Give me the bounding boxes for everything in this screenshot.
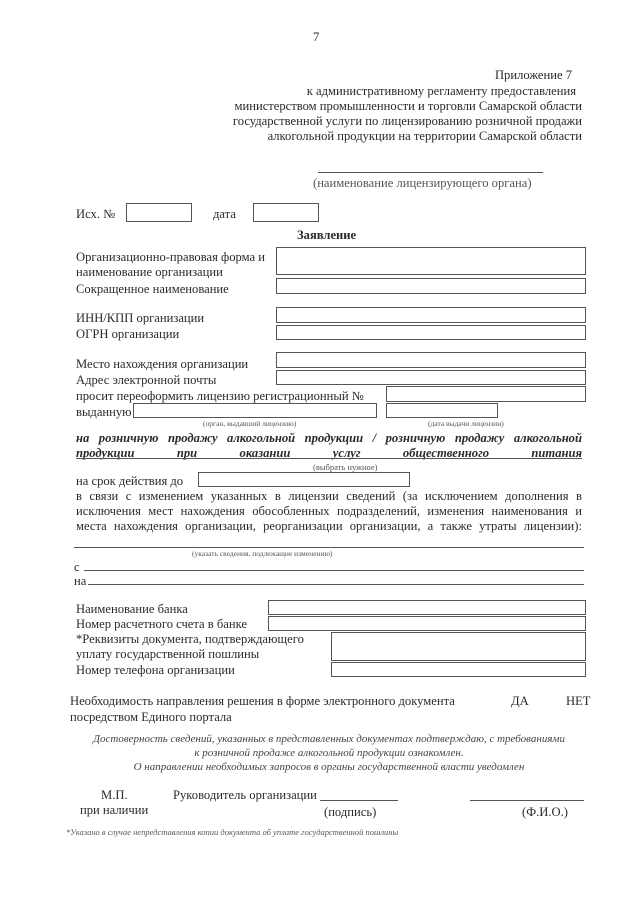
bank-name-label: Наименование банка: [76, 602, 188, 616]
outgoing-date-field[interactable]: [253, 203, 319, 222]
issued-label: выданную: [76, 405, 132, 419]
change-to-label: на: [74, 574, 87, 588]
reissue-label: просит переоформить лицензию регистрационный №: [76, 389, 364, 403]
location-field[interactable]: [276, 352, 586, 368]
term-field[interactable]: [198, 472, 410, 487]
decision-no-option[interactable]: НЕТ: [566, 694, 591, 708]
appendix-line-2: министерством промышленности и торговли Самарской области: [234, 99, 582, 113]
decision-yes-option[interactable]: ДА: [511, 694, 529, 708]
term-label: на срок действия до: [76, 474, 184, 488]
outgoing-date-label: дата: [213, 207, 236, 221]
outgoing-number-field[interactable]: [126, 203, 192, 222]
fio-line[interactable]: [470, 800, 584, 801]
license-type-underline: [76, 458, 582, 459]
appendix-line-4: алкогольной продукции на территории Самарской области: [267, 129, 582, 143]
org-form-label-2: наименование организации: [76, 265, 223, 279]
inn-kpp-label: ИНН/КПП организации: [76, 311, 205, 325]
bank-name-field[interactable]: [268, 600, 586, 615]
fee-doc-label-2: уплату государственной пошлины: [76, 647, 260, 661]
account-field[interactable]: [268, 616, 586, 631]
stamp-note: при наличии: [80, 803, 149, 817]
fee-doc-label-1: *Реквизиты документа, подтверждающего: [76, 632, 304, 646]
org-form-label-1: Организационно-правовая форма и: [76, 250, 265, 264]
choose-caption: (выбрать нужное): [313, 462, 378, 472]
ogrn-label: ОГРН организации: [76, 327, 180, 341]
location-label: Место нахождения организации: [76, 357, 249, 371]
license-type-text: на розничную продажу алкогольной продукции / розничную продажу алкогольной продукции при оказании услуг общественного питания: [76, 431, 582, 460]
outgoing-number-label: Исх. №: [76, 207, 116, 221]
phone-label: Номер телефона организации: [76, 663, 235, 677]
ogrn-field[interactable]: [276, 325, 586, 340]
changes-line[interactable]: [74, 547, 584, 548]
issuer-field[interactable]: [133, 403, 377, 418]
email-field[interactable]: [276, 370, 586, 385]
certification-text-2: О направлении необходимых запросов в органы государственной власти уведомлен: [133, 761, 525, 773]
email-label: Адрес электронной почты: [76, 373, 217, 387]
appendix-line-1: к административному регламенту предоставления: [306, 84, 576, 98]
electronic-decision-text-1: Необходимость направления решения в форме электронного документа: [70, 694, 455, 708]
fee-doc-field[interactable]: [331, 632, 586, 661]
appendix-title: Приложение 7: [494, 68, 572, 82]
page-number: 7: [313, 30, 320, 44]
footnote: *Указано в случае непредставления копии документа об уплате государственной пошлины: [66, 827, 399, 837]
short-name-field[interactable]: [276, 278, 586, 294]
short-name-label: Сокращенное наименование: [76, 282, 229, 296]
change-to-line[interactable]: [88, 584, 584, 585]
electronic-decision-text-2: посредством Единого портала: [70, 710, 232, 724]
fio-caption: (Ф.И.О.): [522, 805, 568, 819]
org-name-field[interactable]: [276, 247, 586, 275]
sign-caption: (подпись): [324, 805, 377, 819]
issuer-caption: (орган, выдавший лицензию): [203, 419, 297, 428]
stamp-label: М.П.: [101, 788, 128, 802]
signature-line[interactable]: [320, 800, 398, 801]
change-from-label: с: [74, 560, 80, 574]
license-number-field[interactable]: [386, 386, 586, 402]
change-from-line[interactable]: [84, 570, 584, 571]
appendix-line-3: государственной услуги по лицензированию розничной продажи: [232, 114, 582, 128]
head-label: Руководитель организации: [173, 788, 317, 802]
issue-date-caption: (дата выдачи лицензии): [428, 419, 504, 428]
licensing-body-line[interactable]: [318, 172, 543, 173]
form-title: Заявление: [297, 228, 357, 242]
account-label: Номер расчетного счета в банке: [76, 617, 248, 631]
phone-field[interactable]: [331, 662, 586, 677]
reason-text: в связи с изменением указанных в лицензии сведений (за исключением дополнения в исключения мест нахождения обособленных подразделений, изменения наименования и места нахождения организации, реорганизации организации, а также утраты лицензии):: [76, 489, 582, 533]
licensing-body-caption: (наименование лицензирующего органа): [313, 176, 532, 190]
changes-caption: (указать сведения, подлежащие изменению): [192, 549, 333, 558]
certification-text-1: Достоверность сведений, указанных в представленных документах подтверждаю, с требованиями к розничной продаже алкогольной продукции ознакомлен.: [93, 733, 565, 759]
issue-date-field[interactable]: [386, 403, 498, 418]
inn-kpp-field[interactable]: [276, 307, 586, 323]
